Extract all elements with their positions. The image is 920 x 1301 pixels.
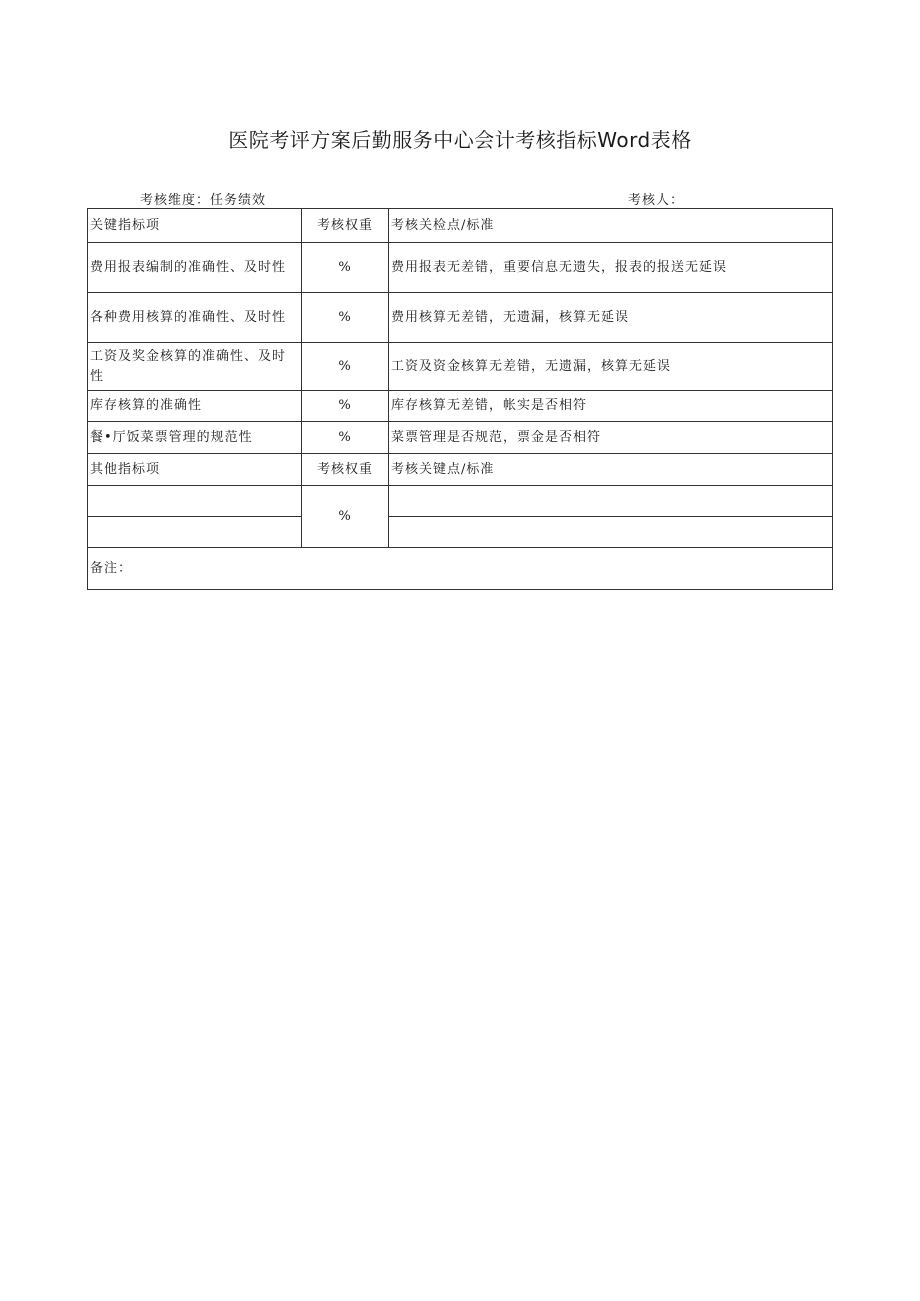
key-item-cell: 工资及奖金核算的准确性、及时性	[88, 343, 302, 391]
key-standard-cell: 费用报表无差错，重要信息无遗失，报表的报送无延误	[389, 243, 833, 293]
other-standard-cell	[389, 486, 833, 517]
key-weight-cell: %	[302, 422, 389, 454]
other-item-cell	[88, 486, 302, 517]
key-item-header: 关键指标项	[88, 209, 302, 243]
other-standard-header: 考核关键点/标准	[389, 454, 833, 486]
key-weight-header: 考核权重	[302, 209, 389, 243]
table-row	[88, 293, 833, 343]
table-row	[88, 422, 833, 454]
other-header-row	[88, 454, 833, 486]
table-row	[88, 343, 833, 391]
other-item-cell	[88, 517, 302, 548]
key-item-cell: 各种费用核算的准确性、及时性	[88, 293, 302, 343]
key-weight-cell: %	[302, 243, 389, 293]
key-standard-cell: 库存核算无差错，帐实是否相符	[389, 391, 833, 422]
other-weight-header: 考核权重	[302, 454, 389, 486]
table-row	[88, 517, 833, 548]
table-row	[88, 486, 833, 517]
other-standard-cell	[389, 517, 833, 548]
assessor-label: 考核人：	[628, 193, 685, 208]
key-weight-cell: %	[302, 391, 389, 422]
other-item-header: 其他指标项	[88, 454, 302, 486]
assessment-dimension: 考核维度：任务绩效	[140, 193, 267, 208]
key-item-cell: 库存核算的准确性	[88, 391, 302, 422]
key-item-cell: 费用报表编制的准确性、及时性	[88, 243, 302, 293]
key-item-cell: 餐•厅饭菜票管理的规范性	[88, 422, 302, 454]
remark-cell: 备注：	[88, 548, 833, 590]
key-standard-header: 考核关检点/标准	[389, 209, 833, 243]
key-standard-cell: 菜票管理是否规范，票金是否相符	[389, 422, 833, 454]
table-row	[88, 391, 833, 422]
key-weight-cell: %	[302, 293, 389, 343]
key-weight-cell: %	[302, 343, 389, 391]
table-row	[88, 243, 833, 293]
assessment-table	[87, 208, 833, 590]
remark-row	[88, 548, 833, 590]
key-header-row	[88, 209, 833, 243]
other-weight-cell: %	[302, 486, 389, 548]
key-standard-cell: 工资及资金核算无差错，无遗漏，核算无延误	[389, 343, 833, 391]
key-standard-cell: 费用核算无差错，无遗漏，核算无延误	[389, 293, 833, 343]
document-title: 医院考评方案后勤服务中心会计考核指标Word表格	[228, 128, 692, 152]
